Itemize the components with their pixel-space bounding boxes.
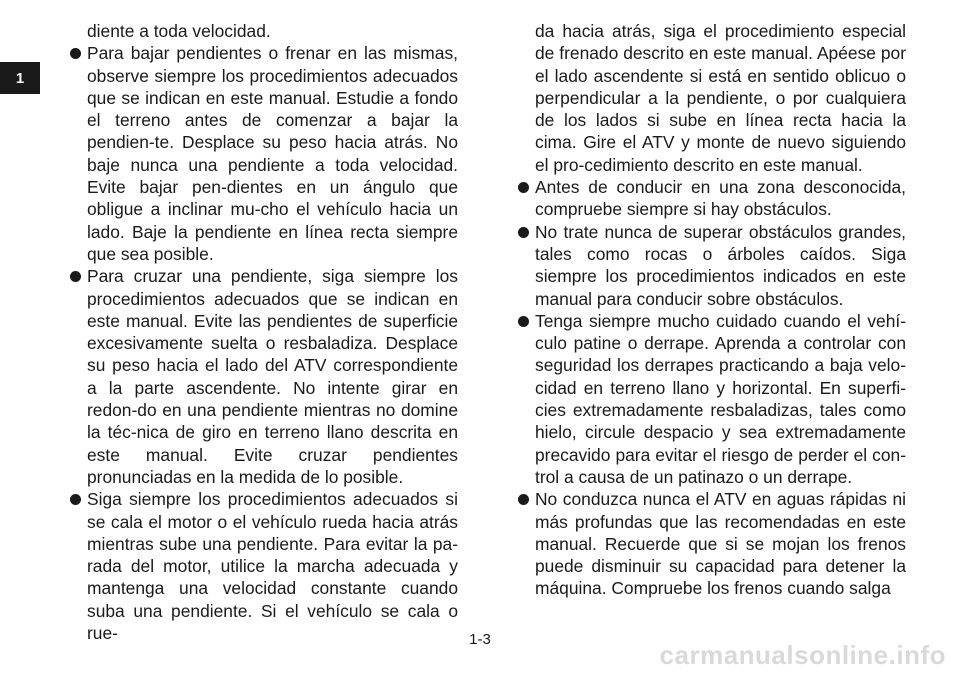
bullet-icon bbox=[518, 494, 529, 505]
bullet-icon bbox=[518, 316, 529, 327]
continuation-text: diente a toda velocidad. bbox=[87, 21, 271, 41]
bullet-icon bbox=[518, 227, 529, 238]
bullet-text: No conduzca nunca el ATV en aguas rápidas ni más profundas que las recomendadas en este manual. Recuerde que si se mojan los frenos puede disminuir su capacidad para detener la máquina. Compruebe los frenos cuando salga bbox=[535, 489, 906, 599]
bullet-item bbox=[518, 488, 906, 599]
bullet-item bbox=[518, 310, 906, 488]
bullet-text: Tenga siempre mucho cuidado cuando el vehí-culo patine o derrape. Aprenda a controlar con seguridad los derrapes practicando a baja velo-cidad en terreno llano y horizontal. En superfi-cies extremadamente resbaladizas, tales como hielo, circule despacio y sea extremadamente precavido para evitar el riesgo de perder el con-trol a causa de un patinazo o un derrape. bbox=[535, 310, 906, 487]
bullet-icon bbox=[70, 494, 81, 505]
bullet-item bbox=[518, 221, 906, 310]
bullet-text: Siga siempre los procedimientos adecuados si se cala el motor o el vehículo rueda hacia atrás mientras sube una pendiente. Para evitar la pa-rada del motor, utilice la marcha adecuada y mantenga una velocidad constante cuando suba una pendiente. Si el vehículo se cala o rue- bbox=[87, 489, 458, 644]
bullet-icon bbox=[70, 48, 81, 59]
chapter-number: 1 bbox=[15, 69, 25, 87]
bullet-icon bbox=[70, 271, 81, 282]
bullet-icon bbox=[518, 182, 529, 193]
bullet-text: Para bajar pendientes o frenar en las mismas, observe siempre los procedimientos adecuados que se indican en este manual. Estudie a fondo el terreno antes de comenzar a bajar la pendien-te. Desplace su peso hacia atrás. No baje nunca una pendiente a toda velocidad. Evite bajar pen-dientes en un ángulo que obligue a inclinar mu-cho el vehículo hacia un lado. Baje la pendiente en línea recta siempre que sea posible. bbox=[87, 43, 458, 264]
continuation-text: da hacia atrás, siga el procedimiento especial de frenado descrito en este manual. Apéese por el lado ascendente si está en sentido oblicuo o perpendicular a la pendiente, o por cualquiera de los lados si sube en línea recta hacia la cima. Gire el ATV y monte de nuevo siguiendo el pro-cedimiento descrito en este manual. bbox=[535, 21, 906, 175]
bullet-item bbox=[70, 265, 458, 488]
page-number: 1-3 bbox=[469, 631, 491, 648]
bullet-text: Para cruzar una pendiente, siga siempre los procedimientos adecuados que se indican en este manual. Evite las pendientes de superficie excesivamente suelta o resbaladiza. Desplace su peso hacia el lado del ATV correspondiente a la parte ascendente. No intente girar en redon-do en una pendiente mientras no domine la téc-nica de giro en terreno llano descrita en este manual. Evite cruzar pendientes pronunciadas en la medida de lo posible. bbox=[87, 266, 458, 487]
bullet-item bbox=[518, 176, 906, 221]
watermark: carmanualsonline.info bbox=[659, 640, 946, 670]
chapter-tab bbox=[0, 62, 40, 94]
bullet-item bbox=[70, 488, 458, 644]
bullet-text: Antes de conducir en una zona desconocida, compruebe siempre si hay obstáculos. bbox=[535, 177, 906, 220]
right-column bbox=[518, 20, 906, 600]
bullet-text: No trate nunca de superar obstáculos grandes, tales como rocas o árboles caídos. Siga siempre los procedimientos indicados en este manual para conducir sobre obstáculos. bbox=[535, 221, 906, 309]
left-column bbox=[70, 20, 458, 644]
bullet-item bbox=[70, 42, 458, 265]
